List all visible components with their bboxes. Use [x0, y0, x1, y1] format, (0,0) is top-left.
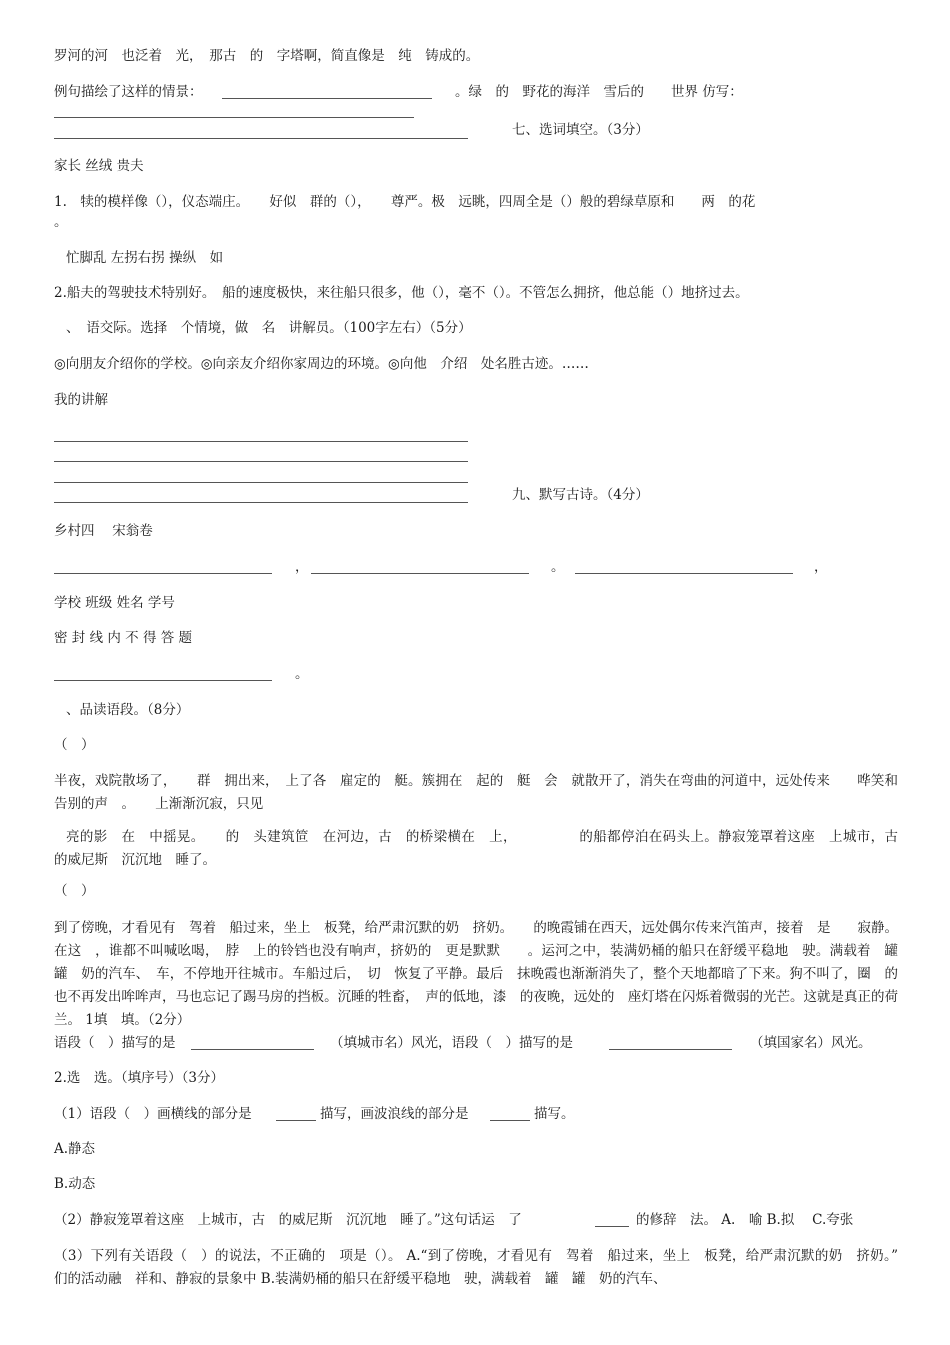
answer-blank[interactable] [311, 573, 529, 574]
answer-blank[interactable] [54, 680, 272, 681]
section-heading: 、品读语段。（8分） [66, 702, 190, 718]
question-text: 语段（ ）描写的是 [54, 1035, 176, 1051]
question-text: 描写，画波浪线的部分是 [320, 1106, 469, 1122]
reading-paragraph: 亮的影 在 中摇晃。 的 头建筑笸 在河边，古 的桥梁横在 上， 的船都停泊在码头上。静寂笼罩着这座 上城市，古 的威尼斯 沉沉地 睡了。 [54, 829, 912, 868]
punctuation: ， [295, 559, 309, 575]
question-text: 描写。 [534, 1106, 575, 1122]
text-line: 罗河的河 也泛着 光， 那古 的 字塔啊，简直像是 纯 铸成的。 [54, 48, 480, 64]
punctuation: 。 [551, 559, 565, 575]
section-heading: 九、默写古诗。（4分） [512, 487, 649, 503]
option-b: B.动态 [54, 1176, 96, 1192]
answer-blank[interactable] [54, 502, 468, 503]
text-line: 。绿 的 野花的海洋 雪后的 世界 仿写： [455, 84, 743, 100]
punctuation: ， [814, 559, 828, 575]
question-text: 1. 犊的模样像（），仪态端庄。 好似 群的（）， 尊严。极 远眺，四周全是（）般的碧绿草原和 两 的花 [54, 194, 756, 210]
text-line: 例句描绘了这样的情景： [54, 84, 203, 100]
question-text: 2.船夫的驾驶技术特别好。 船的速度极快，来往船只很多，他（），毫不（）。不管怎么拥挤，他总能（）地挤过去。 [54, 285, 749, 301]
word-bank: 家长 丝绒 贵夫 [54, 158, 144, 174]
punctuation: 。 [295, 666, 309, 682]
answer-blank[interactable] [54, 117, 414, 118]
text-line: 。 [54, 214, 68, 230]
answer-blank[interactable] [54, 138, 468, 139]
answer-blank[interactable] [54, 441, 468, 442]
answer-blank[interactable] [54, 482, 468, 483]
text-line: 我的讲解 [54, 392, 108, 408]
question-text: （填国家名）风光。 [750, 1035, 872, 1051]
seal-line-notice: 密 封 线 内 不 得 答 题 [54, 630, 193, 646]
answer-blank[interactable] [54, 461, 468, 462]
word-bank: 忙脚乱 左拐右拐 操纵 如 [66, 250, 224, 266]
answer-blank[interactable] [54, 573, 272, 574]
question-text: （2）静寂笼罩着这座 上城市，古 的威尼斯 沉沉地 睡了。”这句话运 了 [54, 1212, 522, 1228]
question-text: （1）语段（ ）画横线的部分是 [54, 1106, 252, 1122]
answer-blank[interactable] [609, 1049, 732, 1050]
poem-title: 乡村四 宋翁卷 [54, 523, 153, 539]
reading-paragraph: 到了傍晚，才看见有 驾着 船过来，坐上 板凳，给严肃沉默的奶 挤奶。 的晚霞铺在西天，远处偶尔传来汽笛声，接着 是 寂静。在这 ，谁都不叫喊吆喝， 脖 上的铃铛也没有响声，挤奶的 更是默默 。运河之中，装满奶桶的船只在舒缓平稳地 驶。满载着 罐 罐 奶的汽车、 车，不停地开往城市。车船过后， 切 恢复了平静。最后 抹晚霞也渐渐消失了，整个天地都暗了下来。狗不叫了，圈 的 也不再发出哞哞声，马也忘记了踢马房的挡板。沉睡的牲畜， 声的低地，漆 的夜晚，远处的 座灯塔在闪烁着微弱的光芒。这就是真正的荷兰。 1填 填。（2分） [54, 920, 912, 1028]
text-line: ◎向朋友介绍你的学校。◎向亲友介绍你家周边的环境。◎向他 介绍 处名胜古迹。…… [54, 356, 589, 372]
paragraph-label: （ ） [54, 883, 95, 899]
reading-paragraph: 半夜，戏院散场了， 群 拥出来， 上了各 雇定的 艇。簇拥在 起的 艇 会 就散开了，消失在弯曲的河道中，远处传来 哗笑和告别的声 。 上渐渐沉寂，只见 [54, 773, 898, 812]
question-text: （填城市名）风光，语段（ ）描写的是 [330, 1035, 573, 1051]
question-text: （3）下列有关语段（ ）的说法，不正确的 项是（）。 A.“到了傍晚，才看见有 驾着 船过来，坐上 板凳，给严肃沉默的奶 挤奶。” 们的活动融 祥和、静寂的景象中 B.装满奶桶的船只在舒缓平稳地 驶，满载着 罐 罐 奶的汽车、 [54, 1248, 912, 1287]
section-heading: 七、选词填空。（3分） [512, 122, 649, 138]
section-heading: 、 语交际。选择 个情境，做 名 讲解员。（100字左右）（5分） [66, 320, 472, 336]
answer-blank[interactable] [490, 1120, 530, 1121]
paragraph-label: （ ） [54, 737, 95, 753]
question-text: 2.选 选。（填序号）（3分） [54, 1070, 224, 1086]
answer-blank[interactable] [222, 98, 432, 99]
answer-blank[interactable] [575, 573, 793, 574]
answer-blank[interactable] [276, 1120, 316, 1121]
student-info-line: 学校 班级 姓名 学号 [54, 595, 175, 611]
question-text: 的修辞 法。 A. 喻 B.拟 C.夸张 [636, 1212, 854, 1228]
option-a: A.静态 [54, 1141, 96, 1157]
answer-blank[interactable] [191, 1049, 314, 1050]
answer-blank[interactable] [595, 1226, 629, 1227]
